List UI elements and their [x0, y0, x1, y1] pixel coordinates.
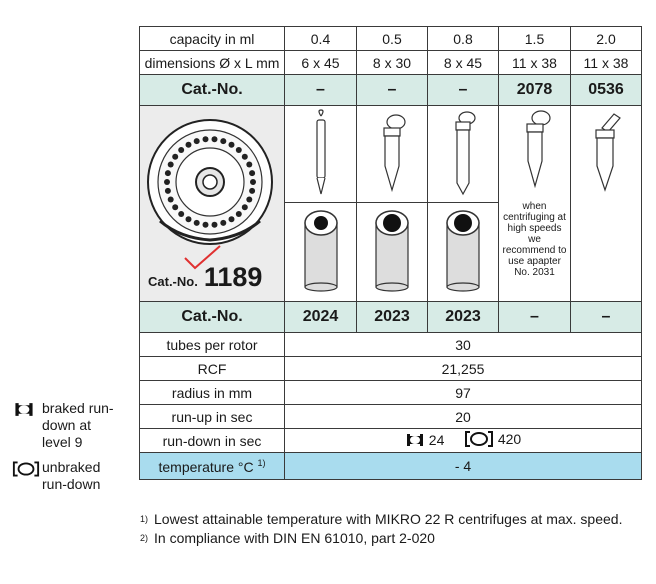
- cat-no-value: –: [285, 75, 357, 106]
- rotor-hole: [172, 154, 178, 160]
- adapter-2023-cell: [357, 203, 428, 302]
- safe-lock-tube-icon: [584, 106, 628, 196]
- rotor-hole: [229, 142, 235, 148]
- rotor-hole: [165, 170, 171, 176]
- capacity-label: capacity in ml: [140, 27, 285, 51]
- rotor-hole: [212, 136, 218, 142]
- rotor-hole: [168, 197, 174, 203]
- spec-label: run-up in sec: [140, 405, 285, 429]
- rotor-hole: [250, 179, 256, 185]
- tube-images-row: [140, 106, 642, 203]
- cat-no-bottom-row: [140, 302, 642, 333]
- rotor-hole: [220, 138, 226, 144]
- adapter-icon: [370, 209, 414, 293]
- footnote-text: In compliance with DIN EN 61010, part 2-020: [154, 530, 435, 546]
- spec-label: radius in mm: [140, 381, 285, 405]
- spec-label: tubes per rotor: [140, 333, 285, 357]
- tube-2-0ml-cell: [571, 106, 642, 302]
- cat-no-top-row: [140, 75, 642, 106]
- rotor-hole: [168, 162, 174, 168]
- rotor-cell: [140, 106, 285, 302]
- spec-row: [140, 357, 642, 381]
- cat-no-value: –: [428, 75, 499, 106]
- rundown-values: [285, 429, 642, 453]
- footnote: [140, 529, 640, 548]
- legend-unbraked: [12, 459, 122, 493]
- adapter-icon: [441, 209, 485, 293]
- rotor-hole: [246, 162, 252, 168]
- unbraked-icon: [12, 461, 40, 477]
- rotor-cat-no: [148, 262, 262, 293]
- rotor-hole: [249, 170, 255, 176]
- rotor-hole: [212, 222, 218, 228]
- braked-icon: [405, 433, 425, 447]
- rotor-hole: [186, 142, 192, 148]
- cat-no-value: 0536: [571, 75, 642, 106]
- rotor-hole: [186, 216, 192, 222]
- adapter-2024-cell: [285, 203, 357, 302]
- temperature-label-cell: [140, 453, 285, 480]
- rotor-hole: [249, 188, 255, 194]
- tube-0-8ml-cell: [428, 106, 499, 203]
- run-down-legend: [12, 400, 122, 501]
- rotor-hole: [236, 211, 242, 217]
- legend-unbraked-text: unbraked run-down: [42, 459, 101, 492]
- tube-0-4ml-cell: [285, 106, 357, 203]
- footnote-text: Lowest attainable temperature with MIKRO 22 R centrifuges at max. speed.: [154, 511, 623, 527]
- spec-row: [140, 405, 642, 429]
- dimensions-value: 8 x 45: [428, 51, 499, 75]
- rotor-hole: [178, 147, 184, 153]
- rotor-hole: [194, 138, 200, 144]
- spec-label: RCF: [140, 357, 285, 381]
- dimensions-value: 6 x 45: [285, 51, 357, 75]
- thin-tube-icon: [306, 108, 336, 198]
- temperature-label: temperature °C: [158, 458, 254, 475]
- reaction-tube-icon: [515, 106, 555, 192]
- adapter-icon: [299, 209, 343, 293]
- rotor-hole: [194, 220, 200, 226]
- rotor-hole: [229, 216, 235, 222]
- rotor-cat-number: 1189: [203, 262, 263, 292]
- cat-no-label: Cat.-No.: [140, 302, 285, 333]
- rotor-hole: [220, 220, 226, 226]
- capacity-value: 0.5: [357, 27, 428, 51]
- spec-row: [140, 333, 642, 357]
- braked-icon: [12, 402, 36, 417]
- cat-no-value: 2023: [428, 302, 499, 333]
- tube-1-5ml-cell: [499, 106, 571, 302]
- dimensions-value: 8 x 30: [357, 51, 428, 75]
- rotor-hole: [242, 204, 248, 210]
- legend-braked: [12, 400, 122, 451]
- cat-no-value: 2024: [285, 302, 357, 333]
- dimensions-value: 11 x 38: [571, 51, 642, 75]
- unbraked-value: 420: [497, 431, 522, 447]
- dimensions-label: dimensions Ø x L mm: [140, 51, 285, 75]
- capacity-row: [140, 27, 642, 51]
- footnotes: [140, 510, 640, 548]
- footnote-number: 2): [140, 533, 149, 543]
- rotor-hole: [203, 136, 209, 142]
- rotor-hole: [242, 154, 248, 160]
- specification-table: [139, 26, 642, 480]
- cat-no-value: –: [499, 302, 571, 333]
- adapter-note: when centrifuging at high speeds we recommend to use apapter No. 2031: [502, 201, 567, 278]
- legend-braked-text: braked run-down at level 9: [42, 400, 114, 450]
- temperature-row: [140, 453, 642, 480]
- rundown-label: run-down in sec: [140, 429, 285, 453]
- braked-value: 24: [428, 432, 445, 448]
- temperature-value: - 4: [285, 453, 642, 480]
- footnote: [140, 510, 640, 529]
- adapter-2023-cell: [428, 203, 499, 302]
- rotor-hole: [236, 147, 242, 153]
- unbraked-icon: [464, 431, 494, 447]
- spec-row: [140, 381, 642, 405]
- long-tube-icon: [443, 108, 483, 198]
- cat-no-value: –: [571, 302, 642, 333]
- footnote-number: 1): [140, 514, 149, 524]
- eppendorf-tube-icon: [372, 108, 412, 198]
- dimensions-value: 11 x 38: [499, 51, 571, 75]
- footnote-ref: 1): [257, 457, 266, 468]
- cat-no-value: 2023: [357, 302, 428, 333]
- cat-no-value: –: [357, 75, 428, 106]
- cat-no-label: Cat.-No.: [140, 75, 285, 106]
- cat-no-value: 2078: [499, 75, 571, 106]
- capacity-value: 2.0: [571, 27, 642, 51]
- spec-value: 21,255: [285, 357, 642, 381]
- rotor-hole: [203, 222, 209, 228]
- capacity-value: 1.5: [499, 27, 571, 51]
- rotor-hole: [172, 204, 178, 210]
- rotor-hole: [178, 211, 184, 217]
- capacity-value: 0.4: [285, 27, 357, 51]
- spec-value: 20: [285, 405, 642, 429]
- rotor-hole: [164, 179, 170, 185]
- rotor-cat-label: Cat.-No.: [148, 274, 198, 289]
- rundown-row: [140, 429, 642, 453]
- spec-value: 97: [285, 381, 642, 405]
- dimensions-row: [140, 51, 642, 75]
- tube-0-5ml-cell: [357, 106, 428, 203]
- spec-value: 30: [285, 333, 642, 357]
- rotor-hole: [165, 188, 171, 194]
- rotor-hole: [246, 197, 252, 203]
- capacity-value: 0.8: [428, 27, 499, 51]
